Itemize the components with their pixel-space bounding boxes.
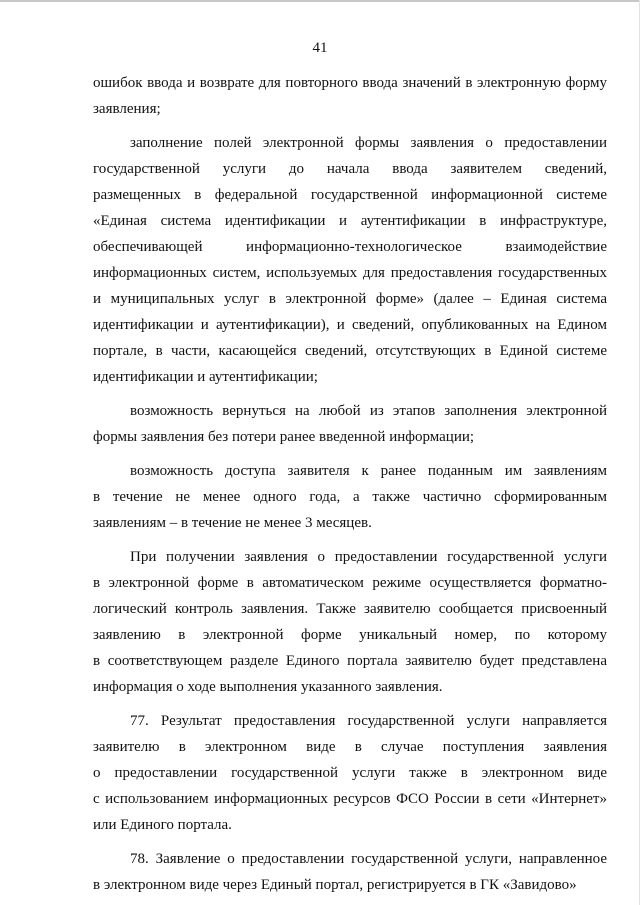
text-line: возможность доступа заявителя к ранее поданным им заявлениям [130,463,607,479]
text-line: государственной услуги до начала ввода заявителем сведений, [93,161,607,177]
page-number: 41 [312,40,328,56]
paragraph [93,846,607,898]
text-line: информационных систем, используемых для предоставления государственных [93,265,607,281]
text-line: заявления; [93,101,161,117]
paragraph [93,398,607,450]
scan-top-edge [0,0,640,2]
text-line: в электронном виде через Единый портал, регистрируется в ГК «Завидово» [93,877,577,893]
text-line: или Единого портала. [93,817,232,833]
text-line: о предоставлении государственной услуги также в электронном виде [93,765,607,781]
text-line: формы заявления без потери ранее введенной информации; [93,429,475,445]
text-line: 77. Результат предоставления государственной услуги направляется [130,713,607,729]
paragraph [93,130,607,390]
paragraph [93,708,607,838]
text-line: портале, в части, касающейся сведений, отсутствующих в Единой системе [93,343,607,359]
text-line: в электронной форме в автоматическом режиме осуществляется форматно- [93,575,607,591]
text-line: информация о ходе выполнения указанного заявления. [93,679,443,695]
text-line: размещенных в федеральной государственной информационной системе [93,187,607,203]
text-line: и муниципальных услуг в электронной форме» (далее – Единая система [93,291,607,307]
text-line: заявителю в электронном виде в случае поступления заявления [93,739,607,755]
text-line: в соответствующем разделе Единого портала заявителю будет представлена [93,653,607,669]
text-line: заполнение полей электронной формы заявления о предоставлении [130,135,607,151]
text-line: заявлению в электронной форме уникальный номер, по которому [93,627,607,643]
text-line: 78. Заявление о предоставлении государственной услуги, направленное [130,851,607,867]
text-line: с использованием информационных ресурсов ФСО России в сети «Интернет» [93,791,607,807]
text-line: идентификации и аутентификации; [93,369,318,385]
paragraph [93,544,607,700]
text-line: возможность вернуться на любой из этапов заполнения электронной [130,403,607,419]
paragraph [93,70,607,122]
text-line: логический контроль заявления. Также заявителю сообщается присвоенный [93,601,607,617]
text-line: идентификации и аутентификации), и сведений, опубликованных на Едином [93,317,607,333]
paragraph [93,458,607,536]
text-line: заявлениям – в течение не менее 3 месяцев. [93,515,372,531]
text-line: обеспечивающей информационно-технологическое взаимодействие [93,239,607,255]
text-line: в течение не менее одного года, а также частично сформированным [93,489,607,505]
text-line: «Единая система идентификации и аутентификации в инфраструктуре, [93,213,607,229]
document-body [93,70,607,898]
text-line: ошибок ввода и возврате для повторного ввода значений в электронную форму [93,75,607,91]
text-line: При получении заявления о предоставлении государственной услуги [130,549,607,565]
